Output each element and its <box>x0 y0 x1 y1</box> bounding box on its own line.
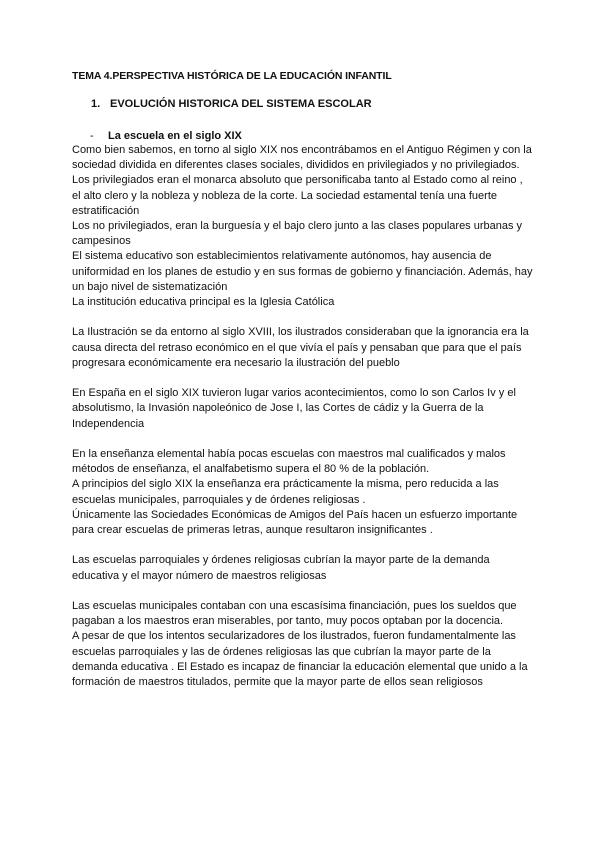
subsection-label: La escuela en el siglo XIX <box>108 130 242 142</box>
section-heading <box>91 98 372 110</box>
paragraph: En la enseñanza elemental había pocas escuelas con maestros mal cualificados y malos métodos de enseñanza, el analfabetismo supera el 80 % de la población. <box>72 448 506 476</box>
paragraph: El sistema educativo son establecimientos relativamente autónomos, hay ausencia de uniformidad en los planes de estudio y en sus formas de gobierno y financiación. Además, hay un bajo nivel de sistematización <box>72 250 533 293</box>
paragraph: Únicamente las Sociedades Económicas de Amigos del País hacen un esfuerzo importante para crear escuelas de primeras letras, aunque resultaron insignificantes . <box>72 508 518 537</box>
paragraph: Las escuelas parroquiales y órdenes religiosas cubrían la mayor parte de la demanda educativa y el mayor número de maestros religiosas <box>72 554 490 582</box>
paragraph: En España en el siglo XIX tuvieron lugar varios acontecimientos, como lo son Carlos Iv y el absolutismo, la Invasión napoleónico de Jose I, las Cortes de cádiz y la Guerra de la Independencia <box>72 387 516 430</box>
bullet-marker: - <box>90 130 94 142</box>
paragraph: La institución educativa principal es la Iglesia Católica <box>72 296 335 309</box>
document-title: TEMA 4.PERSPECTIVA HISTÓRICA DE LA EDUCACIÓN INFANTIL <box>72 70 392 82</box>
paragraph: Los privilegiados eran el monarca absoluto que personificaba tanto al Estado como al reino , el alto clero y la nobleza y nobleza de la corte. La sociedad estamental tenía una fuerte estratificación <box>72 174 523 217</box>
section-number: 1. <box>91 98 101 110</box>
paragraph: La Ilustración se da entorno al siglo XVIII, los ilustrados consideraban que la ignorancia era la causa directa del retraso económico en el que vivía el país y pensaban que para que el país progresara económicamente era necesario la ilustración del pueblo <box>72 326 529 369</box>
paragraph: A pesar de que los intentos secularizadores de los ilustrados, fueron fundamentalmente las escuelas parroquiales y las de órdenes religiosas las que cubrían la mayor parte de la demanda educativa . El Estado es incapaz de financiar la educación elemental que unido a la formación de maestros titulados, permite que la mayor parte de ellos sean religiosos <box>72 630 528 689</box>
paragraph-spacer <box>72 584 534 599</box>
paragraph: Como bien sabemos, en torno al siglo XIX nos encontrábamos en el Antiguo Régimen y con la sociedad dividida en diferentes clases sociales, divididos en privilegiados y no privilegiados. <box>72 144 532 172</box>
paragraph-spacer <box>72 538 534 553</box>
body-text <box>72 143 534 690</box>
paragraph: Las escuelas municipales contaban con una escasísima financiación, pues los sueldos que pagaban a los maestros eran miserables, por tanto, muy pocos optaban por la docencia. <box>72 600 517 628</box>
paragraph: Los no privilegiados, eran la burguesía y el bajo clero junto a las clases populares urbanas y campesinos <box>72 220 523 248</box>
paragraph: A principios del siglo XIX la enseñanza era prácticamente la misma, pero reducida a las escuelas municipales, parroquiales y de órdenes religiosas . <box>72 478 499 506</box>
paragraph-spacer <box>72 310 534 325</box>
paragraph-spacer <box>72 371 534 386</box>
paragraph-spacer <box>72 432 534 447</box>
subsection-heading <box>90 130 242 142</box>
section-label: EVOLUCIÓN HISTORICA DEL SISTEMA ESCOLAR <box>110 98 372 110</box>
